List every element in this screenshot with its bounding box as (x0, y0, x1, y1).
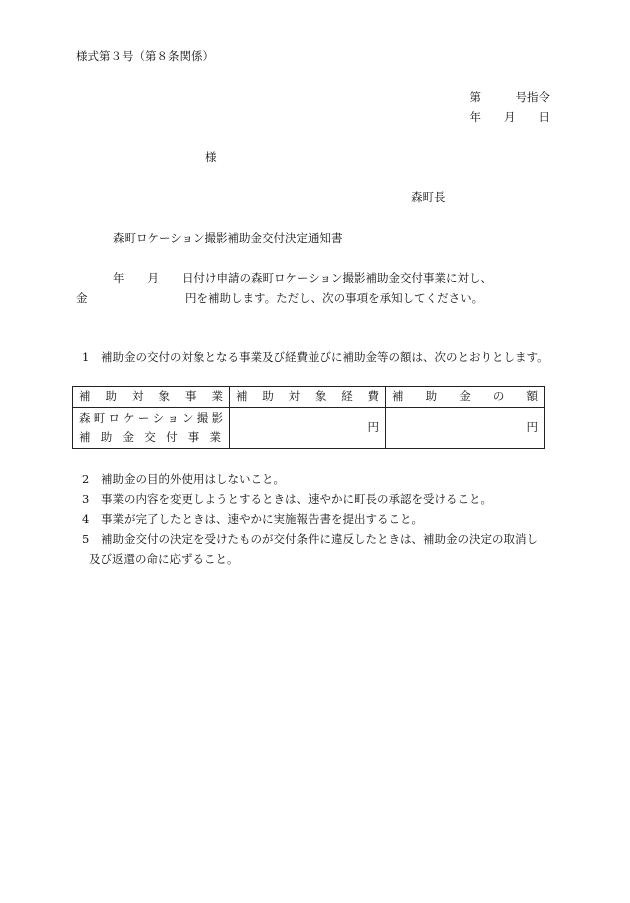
condition-4-text: 事業が完了したときは、速やかに実施報告書を提出すること。 (101, 512, 423, 526)
project-name-line-1 (79, 413, 223, 425)
project-name-line-1-char: シ (152, 411, 165, 425)
subsidy-amount-table (72, 386, 545, 449)
project-name-line-1-char: 町 (93, 411, 106, 425)
project-name-line-2-char: 事 (187, 429, 200, 444)
header-target-project-char: 象 (158, 389, 170, 404)
item-1-text: 補助金の交付の対象となる事業及び経費並びに補助金等の額は、次のとおりとします。 (101, 350, 549, 364)
header-target-expense-char: 経 (341, 389, 353, 404)
project-name-line-1-char: ン (182, 411, 194, 425)
header-target-expense-char: 対 (288, 389, 301, 404)
header-target-expense-char: 補 (236, 389, 248, 404)
project-name-line-1-char: ロ (108, 411, 120, 425)
project-name-line-1-char: ケ (123, 411, 135, 425)
expense-unit: 円 (367, 420, 379, 435)
project-name-line-2-char: 金 (122, 429, 134, 444)
document-title: 森町ロケーション撮影補助金交付決定通知書 (113, 231, 343, 245)
header-subsidy-amount-char: 額 (526, 389, 538, 404)
header-target-expense-char: 象 (314, 389, 327, 404)
body-line-2: 円を補助します。ただし、次の事項を承知してください。 (185, 291, 484, 305)
project-name-line-1-char: ョ (167, 411, 179, 425)
condition-3-number: 3 (82, 492, 90, 506)
header-target-project-char: 業 (211, 389, 223, 404)
amount-unit: 円 (526, 420, 538, 435)
addressee-suffix: 様 (205, 150, 217, 164)
body-line-2-prefix: 金 (76, 291, 88, 305)
header-target-project-char: 助 (105, 389, 117, 404)
condition-2-number: 2 (82, 472, 90, 486)
header-subsidy-amount-char: 助 (425, 389, 438, 404)
header-target-project-char: 補 (79, 389, 91, 404)
project-name-line-2-char: 業 (209, 429, 221, 444)
condition-5-text-continued: 及び返還の命に応ずること。 (89, 552, 239, 566)
project-name-line-2-char: 付 (166, 429, 178, 444)
header-target-project (73, 387, 230, 408)
header-target-expense-char: 費 (367, 389, 379, 404)
project-name-line-2-char: 補 (79, 429, 91, 444)
body-line-1: 年 月 日付け申請の森町ロケーション撮影補助金交付事業に対し、 (113, 271, 493, 285)
table-row (73, 408, 545, 449)
condition-4-number: 4 (82, 512, 90, 526)
issuer-name: 森町長 (411, 190, 446, 204)
condition-5-number: 5 (82, 532, 90, 546)
item-1-number: 1 (82, 350, 90, 364)
header-target-project-char: 対 (132, 389, 144, 404)
issue-date-line: 年 月 日 (469, 110, 550, 124)
form-number: 様式第３号（第８条関係） (76, 49, 214, 63)
condition-2-text: 補助金の目的外使用はしないこと。 (101, 472, 285, 486)
project-name-line-1-char: 森 (79, 411, 91, 425)
amount-cell (386, 408, 545, 449)
project-name-cell (73, 408, 230, 449)
header-subsidy-amount-char: 補 (392, 389, 404, 404)
project-name-line-2-char: 交 (144, 429, 156, 444)
header-subsidy-amount-char: 金 (459, 389, 471, 404)
header-subsidy-amount-char: の (492, 389, 505, 404)
project-name-line-1-char: 影 (211, 411, 223, 425)
project-name-line-1-char: 撮 (196, 411, 209, 425)
header-target-project-char: 事 (185, 389, 197, 404)
condition-5-text: 補助金交付の決定を受けたものが交付条件に違反したときは、補助金の決定の取消し (101, 532, 538, 546)
expense-cell (230, 408, 386, 449)
project-name-line-1-char: ー (137, 411, 150, 425)
table-header-row (73, 387, 545, 408)
project-name-line-2 (79, 429, 223, 444)
header-subsidy-amount (386, 387, 545, 408)
project-name-line-2-char: 助 (100, 429, 113, 444)
condition-3-text: 事業の内容を変更しようとするときは、速やかに町長の承認を受けること。 (101, 492, 492, 506)
header-target-expense-char: 助 (262, 389, 274, 404)
header-target-expense (230, 387, 386, 408)
order-number-line: 第 号指令 (469, 90, 550, 104)
